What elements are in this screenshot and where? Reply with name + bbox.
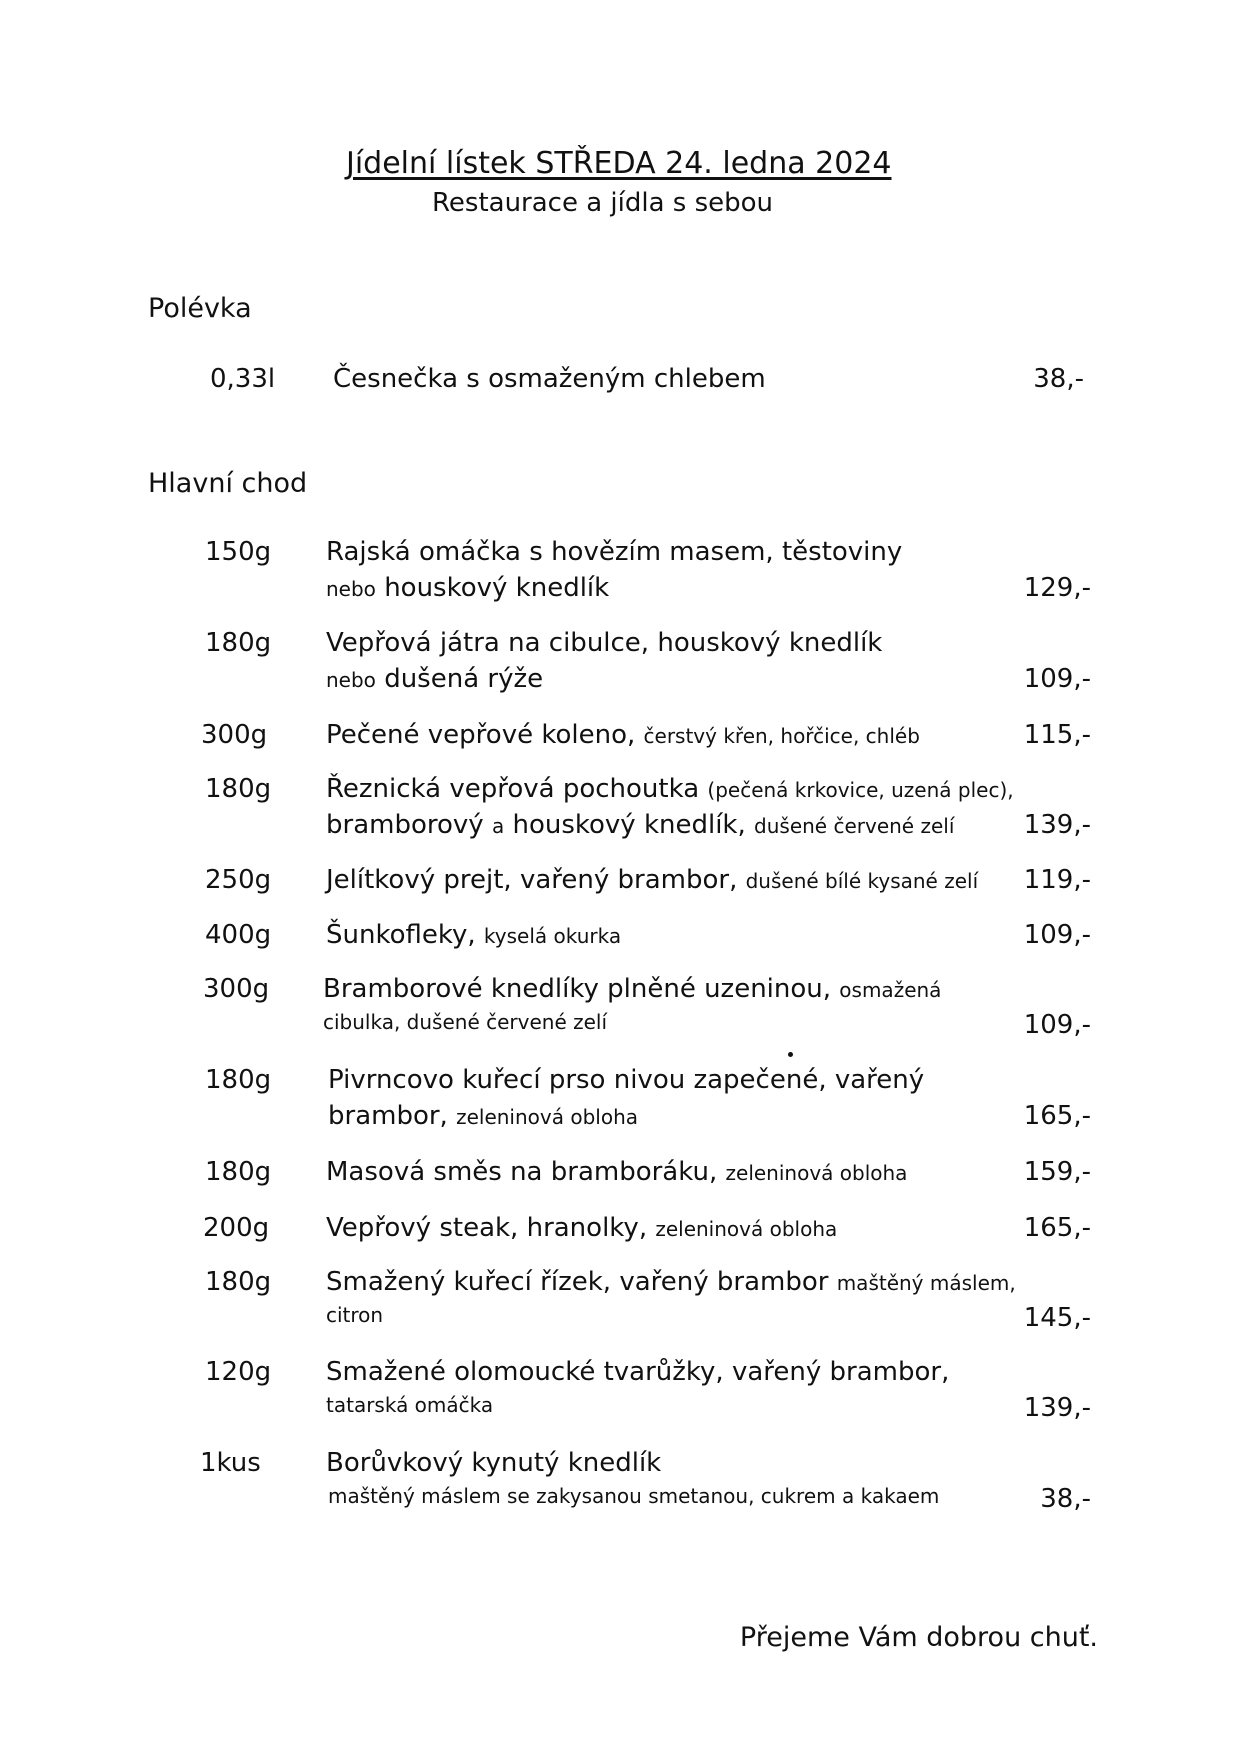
item-side: houskový knedlík, — [512, 810, 746, 840]
item-description — [326, 865, 978, 895]
item-price: 109,- — [1023, 920, 1091, 950]
item-name: Vepřový steak, hranolky, — [326, 1213, 648, 1243]
item-price: 109,- — [1023, 1010, 1091, 1040]
item-weight: 250g — [205, 865, 272, 895]
item-side: osmažená — [839, 978, 942, 1002]
item-weight: 300g — [201, 720, 268, 750]
item-name: Smažený kuřecí řízek, vařený brambor — [326, 1267, 829, 1297]
stray-dot — [788, 1052, 793, 1057]
item-side: zeleninová obloha — [456, 1105, 639, 1129]
item-name: Jelítkový prejt, vařený brambor, — [326, 865, 738, 895]
item-description — [326, 628, 882, 694]
item-description — [326, 1213, 837, 1243]
item-price: 109,- — [1023, 664, 1091, 694]
section-heading-main: Hlavní chod — [148, 468, 308, 499]
item-side: čerstvý křen, hořčice, chléb — [643, 724, 920, 748]
item-name: brambor, — [328, 1101, 448, 1131]
item-name: Masová směs na bramboráku, — [326, 1157, 718, 1187]
item-side: maštěný máslem se zakysanou smetanou, cukrem a kakaem — [328, 1484, 940, 1508]
item-weight: 180g — [205, 774, 272, 804]
item-price: 119,- — [1023, 865, 1091, 895]
item-price: 38,- — [1033, 364, 1084, 394]
item-description — [328, 1065, 924, 1131]
item-side: maštěný máslem, — [836, 1271, 1016, 1295]
item-weight: 400g — [205, 920, 272, 950]
item-description — [326, 1448, 939, 1508]
item-description — [326, 1357, 949, 1417]
item-description — [323, 974, 941, 1034]
item-weight: 150g — [205, 537, 272, 567]
item-connector: nebo — [326, 668, 376, 692]
item-price: 115,- — [1023, 720, 1091, 750]
item-weight: 180g — [205, 1065, 272, 1095]
item-weight: 0,33l — [210, 364, 276, 394]
item-side: dušená rýže — [384, 664, 544, 694]
item-name: Bramborové knedlíky plněné uzeninou, — [323, 974, 832, 1004]
item-side: zeleninová obloha — [655, 1217, 838, 1241]
item-name: Pečené vepřové koleno, — [326, 720, 636, 750]
item-weight: 180g — [205, 1157, 272, 1187]
item-name: Vepřová játra na cibulce, houskový knedlík — [326, 628, 883, 658]
item-side: bramborový — [326, 810, 484, 840]
item-side: zeleninová obloha — [725, 1161, 908, 1185]
item-description — [326, 774, 1014, 840]
item-price: 139,- — [1023, 1393, 1091, 1423]
item-side: citron — [326, 1303, 384, 1327]
item-weight: 180g — [205, 1267, 272, 1297]
item-description — [326, 920, 621, 950]
item-name: Šunkofleky, — [326, 920, 476, 950]
page-subtitle: Restaurace a jídla s sebou — [432, 188, 774, 218]
item-price: 165,- — [1023, 1101, 1091, 1131]
item-description — [326, 537, 902, 603]
item-name: Pivrncovo kuřecí prso nivou zapečené, vařený — [328, 1065, 925, 1095]
item-name: Smažené olomoucké tvarůžky, vařený brambor, — [326, 1357, 950, 1387]
item-price: 145,- — [1023, 1303, 1091, 1333]
item-name: Rajská omáčka s hovězím masem, těstoviny — [326, 537, 903, 567]
item-weight: 300g — [203, 974, 270, 1004]
item-weight: 120g — [205, 1357, 272, 1387]
item-side: tatarská omáčka — [326, 1393, 494, 1417]
item-description — [326, 720, 920, 750]
page-title: Jídelní lístek STŘEDA 24. ledna 2024 — [346, 146, 892, 181]
closing-message: Přejeme Vám dobrou chuť. — [739, 1622, 1098, 1653]
item-price: 129,- — [1023, 573, 1091, 603]
item-description — [326, 1157, 907, 1187]
item-side: kyselá okurka — [483, 924, 622, 948]
item-description — [326, 1267, 1016, 1327]
item-price: 165,- — [1023, 1213, 1091, 1243]
item-side: houskový knedlík — [384, 573, 610, 603]
item-side: cibulka, dušené červené zelí — [323, 1010, 608, 1034]
item-connector: nebo — [326, 577, 376, 601]
item-note: (pečená krkovice, uzená plec), — [707, 778, 1014, 802]
item-price: 159,- — [1023, 1157, 1091, 1187]
item-price: 38,- — [1040, 1484, 1091, 1514]
item-weight: 180g — [205, 628, 272, 658]
item-weight: 200g — [203, 1213, 270, 1243]
item-name: Česnečka s osmaženým chlebem — [333, 364, 766, 394]
item-name: Borůvkový kynutý knedlík — [326, 1448, 662, 1478]
item-name: Řeznická vepřová pochoutka — [326, 774, 700, 804]
section-heading-soup: Polévka — [148, 293, 252, 324]
item-weight: 1kus — [200, 1448, 261, 1478]
item-price: 139,- — [1023, 810, 1091, 840]
item-side: dušené bílé kysané zelí — [745, 869, 979, 893]
item-side: dušené červené zelí — [754, 814, 955, 838]
item-connector: a — [491, 814, 505, 838]
